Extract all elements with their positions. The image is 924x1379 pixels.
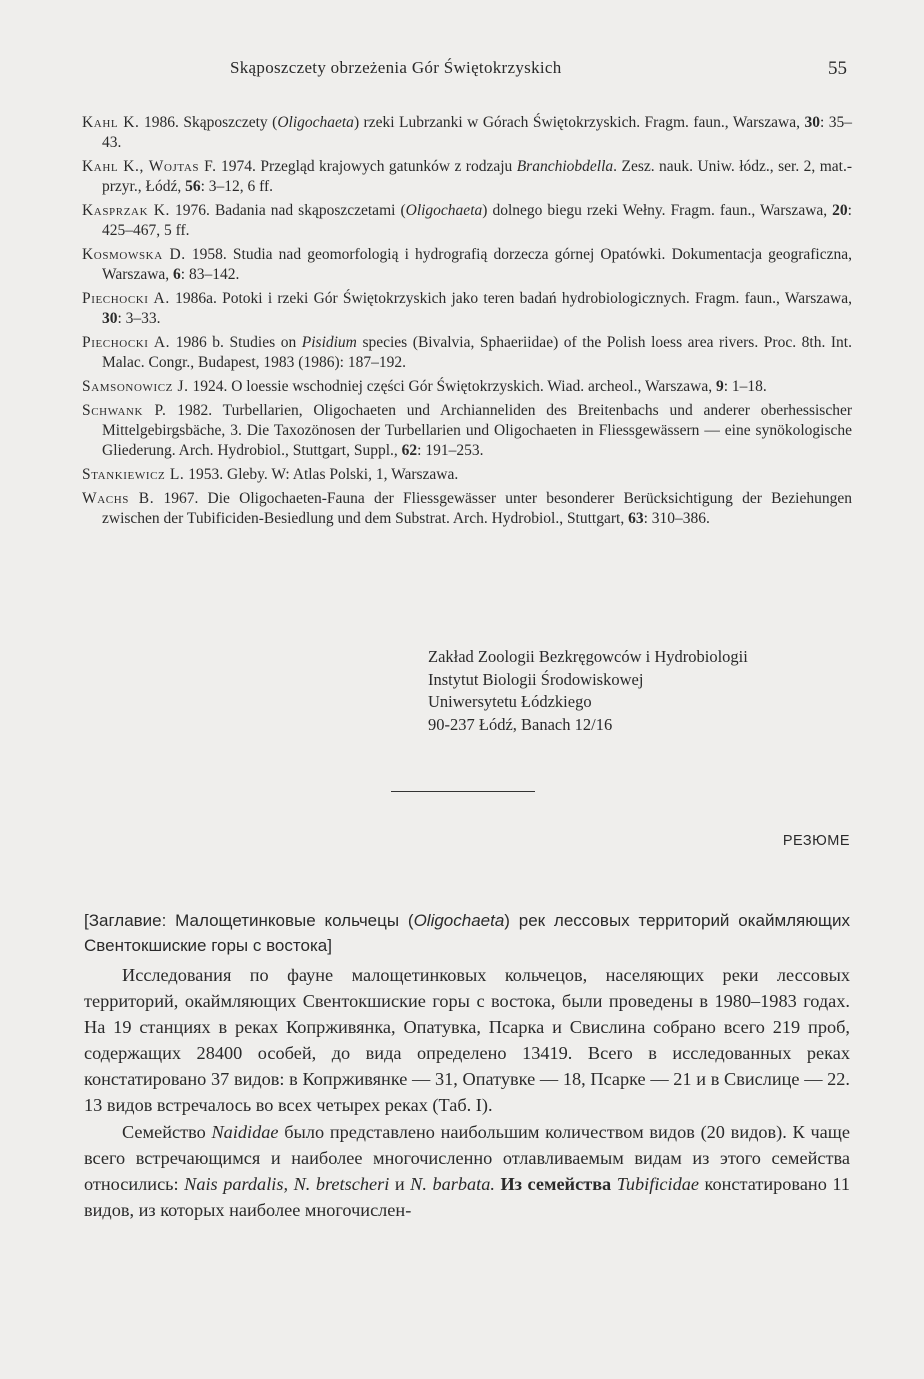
address-line: Uniwersytetu Łódzkiego [428,692,592,711]
resume-text: Из семейства [494,1173,617,1194]
reference-author: Kasprzak K. [82,202,171,219]
reference-text: ) dolnego biegu rzeki Wełny. Fragm. faun., Warszawa, [482,202,833,219]
resume-italic: Tubificidae [616,1173,699,1194]
resume-italic: N. barbata. [410,1173,495,1194]
reference-text: 1986a. Potoki i rzeki Gór Świętokrzyskich jako teren badań hydrobiologicznych. Fragm. faun., Warszawa, [169,290,853,307]
address-line: Instytut Biologii Środowiskowej [428,669,644,689]
reference-volume: 62 [401,441,418,459]
reference-italic: Oligochaeta [277,114,354,131]
resume-text: констатировано 11 видов, из которых наиболее многочислен- [84,1173,850,1220]
reference-pages: : 35–43. [102,114,852,151]
reference-item [82,245,852,285]
section-divider [391,791,535,792]
reference-author: Wachs B. [82,490,155,508]
reference-pages: : 1–18. [723,378,767,395]
reference-text: 1974. Przegląd krajowych gatunków z rodzaju [216,158,517,175]
reference-author: Stankiewicz L. [82,466,185,483]
reference-italic: Oligochaeta [405,202,483,219]
reference-italic: Pisidium [301,334,357,351]
reference-author: Piechocki A. [82,290,170,307]
resume-title-italic: Oligochaeta [413,911,505,930]
address-line: Zakład Zoologii Bezkręgowców i Hydrobiologii [428,647,748,666]
resume-italic: Nais pardalis, N. bretscheri [184,1173,390,1194]
resume-heading: РЕЗЮМЕ [782,833,850,849]
reference-text: 1958. Studia nad geomorfologią i hydrografią dorzecza górnej Opatówki. Dokumentacja geograficzna, Warszawa, [102,246,852,283]
resume-text: Семейство [122,1121,212,1142]
reference-text: 1953. Gleby. W: Atlas Polski, 1, Warszawa. [184,466,459,483]
resume-title [84,908,850,958]
reference-italic: Branchiobdella [516,158,614,175]
resume-body [84,962,850,1223]
reference-text: 1976. Badania nad skąposzczetami ( [170,202,406,219]
reference-author: Schwank P. [82,402,167,420]
reference-text: 1924. O loessie wschodniej części Gór Świętokrzyskich. Wiad. archeol., Warszawa, [188,378,716,395]
running-title: Skąposzczety obrzeżenia Gór Świętokrzyskich [230,58,562,77]
resume-title-text: [Заглавие: Малощетинковые кольчецы ( [84,911,414,930]
reference-volume: 6 [173,265,181,283]
reference-text: 1986. Skąposzczety ( [139,114,278,131]
resume-text: и [389,1173,411,1194]
reference-item [82,289,852,329]
reference-item [82,201,852,241]
author-address [428,646,748,736]
address-line: 90-237 Łódź, Banach 12/16 [428,714,613,734]
reference-pages: : 83–142. [180,265,240,283]
reference-text: . Zesz. nauk. Uniw. łódz., ser. 2, mat.-przyr., Łódź, [102,158,853,195]
reference-item [82,401,852,461]
reference-pages: : 3–12, 6 ff. [200,177,274,195]
reference-text: 1986 b. Studies on [170,334,302,351]
reference-text: 1982. Turbellarien, Oligochaeten und Archianneliden des Breitenbachs und anderer oberhessischer Mittelgebirgsbäche, 3. Die Taxozönosen der Turbellarien und Oligochaeten in Fliessgewässern — eine synökologische Gliederung. Arch. Hydrobiol., Stuttgart, Suppl., [102,402,852,459]
page-number: 55 [828,58,847,79]
resume-italic: Naididae [211,1121,279,1142]
reference-pages: : 310–386. [643,510,710,527]
reference-pages: : 3–33. [117,309,161,327]
reference-author: Samsonowicz J. [82,378,189,395]
reference-volume: 63 [628,510,644,527]
reference-item [82,377,852,397]
reference-text: ) rzeki Lubrzanki w Górach Świętokrzyskich. Fragm. faun., Warszawa, [353,114,805,131]
reference-item [82,113,852,153]
resume-title-text: ) рек лессовых территорий окаймляющих Свентокшиские горы с востока] [84,911,850,955]
reference-author: Piechocki A. [82,334,171,351]
resume-paragraph: Исследования по фауне малощетинковых кольчецов, населяющих реки лессовых территорий, окаймляющих Свентокшиские горы с востока, были проведены в 1980–1983 годах. На 19 станциях в реках Копрживянка, Опатувка, Псарка и Свислина собрано всего 219 проб, содержащих 28400 особей, до вида определено 13419. Всего в исследованных реках констатировано 37 видов: в Копрживянке — 31, Опатувке — 18, Псарке — 21 и в Свислице — 22. 13 видов встречалось во всех четырех реках (Таб. I). [84,965,850,1116]
reference-author: Kahl K., Wojtas F. [82,158,217,175]
reference-item [82,489,852,529]
reference-volume: 9 [716,378,724,395]
reference-volume: 56 [185,177,201,195]
reference-text: species (Bivalvia, Sphaeriidae) of the Polish loess area rivers. Proc. 8th. Int. Malac. Congr., Budapest, 1983 (1986): 187–192. [102,334,852,371]
reference-list [82,113,852,533]
reference-pages: : 425–467, 5 ff. [102,202,852,239]
reference-item [82,157,852,197]
reference-item [82,465,852,485]
reference-author: Kosmowska D. [82,246,186,263]
reference-author: Kahl K. [82,114,140,131]
reference-text: 1967. Die Oligochaeten-Fauna der Fliessgewässer unter besonderer Berücksichtigung der Beziehungen zwischen der Tubificiden-Besiedlung und dem Substrat. Arch. Hydrobiol., Stuttgart, [102,490,852,527]
reference-volume: 30 [804,114,820,131]
resume-paragraph [84,1119,850,1223]
reference-pages: : 191–253. [417,441,484,459]
resume-text: было представлено наибольшим количеством видов (20 видов). К чаще всего встречающимся и наиболее многочисленно отлавливаемым видам из этого семейства относились: [84,1121,850,1194]
reference-volume: 20 [832,202,848,219]
reference-item [82,333,852,373]
reference-volume: 30 [102,309,118,327]
